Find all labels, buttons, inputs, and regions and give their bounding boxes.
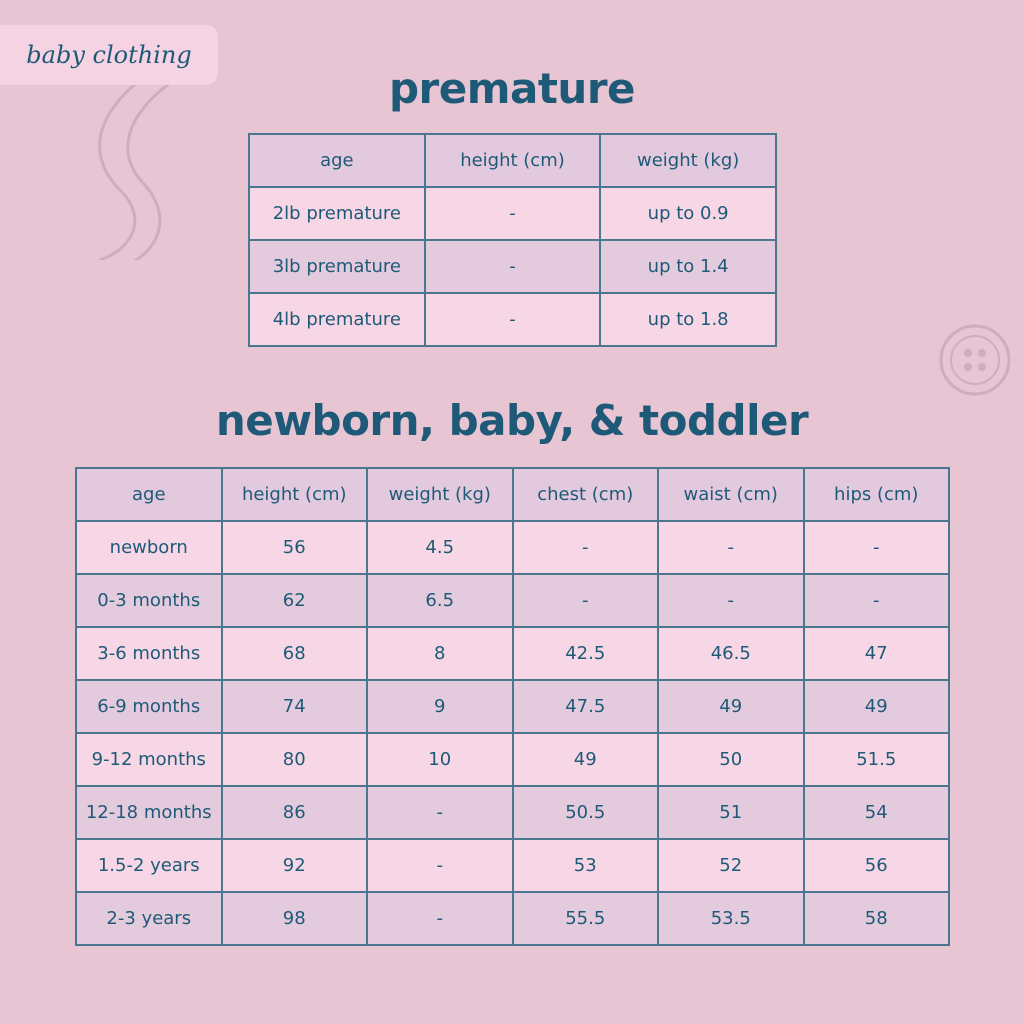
table-cell: 2-3 years [76, 892, 222, 945]
table-cell: 49 [513, 733, 659, 786]
table-row [76, 521, 949, 574]
table-row [249, 293, 776, 346]
table-cell: - [804, 574, 950, 627]
table-row [76, 627, 949, 680]
table-cell: 42.5 [513, 627, 659, 680]
table-cell: 68 [222, 627, 368, 680]
table-cell: 80 [222, 733, 368, 786]
table-cell: up to 1.8 [600, 293, 776, 346]
table-cell: 56 [804, 839, 950, 892]
table-cell: - [513, 574, 659, 627]
header-cell: height (cm) [425, 134, 601, 187]
newborn-baby-toddler-size-table [75, 467, 950, 946]
table-cell: 4lb premature [249, 293, 425, 346]
table-cell: 47 [804, 627, 950, 680]
table-row [76, 892, 949, 945]
header-cell: weight (kg) [600, 134, 776, 187]
table-cell: 62 [222, 574, 368, 627]
table-cell: 2lb premature [249, 187, 425, 240]
table-cell: 0-3 months [76, 574, 222, 627]
table-cell: - [804, 521, 950, 574]
header-cell: chest (cm) [513, 468, 659, 521]
table-cell: 46.5 [658, 627, 804, 680]
table-cell: - [367, 839, 513, 892]
table-row [76, 680, 949, 733]
table-cell: 74 [222, 680, 368, 733]
table-header-row [249, 134, 776, 187]
newborn-baby-toddler-title: newborn, baby, & toddler [215, 396, 809, 445]
table-cell: - [367, 892, 513, 945]
table-cell: 58 [804, 892, 950, 945]
table-cell: 49 [658, 680, 804, 733]
table-header-row [76, 468, 949, 521]
table-cell: 52 [658, 839, 804, 892]
table-cell: 53.5 [658, 892, 804, 945]
table-cell: - [425, 240, 601, 293]
table-row [76, 839, 949, 892]
header-cell: weight (kg) [367, 468, 513, 521]
header-cell: age [76, 468, 222, 521]
table-cell: - [425, 293, 601, 346]
table-row [249, 187, 776, 240]
table-cell: 9 [367, 680, 513, 733]
table-cell: 6-9 months [76, 680, 222, 733]
table-row [76, 786, 949, 839]
premature-size-table [248, 133, 777, 347]
table-row [76, 733, 949, 786]
category-badge: baby clothing [0, 25, 218, 85]
header-cell: age [249, 134, 425, 187]
button-icon [935, 320, 1015, 400]
table-cell: 50 [658, 733, 804, 786]
table-cell: 98 [222, 892, 368, 945]
header-cell: waist (cm) [658, 468, 804, 521]
table-cell: 55.5 [513, 892, 659, 945]
table-cell: 8 [367, 627, 513, 680]
table-cell: 12-18 months [76, 786, 222, 839]
table-cell: newborn [76, 521, 222, 574]
table-cell: 86 [222, 786, 368, 839]
table-cell: up to 0.9 [600, 187, 776, 240]
table-cell: 56 [222, 521, 368, 574]
table-row [249, 240, 776, 293]
table-cell: - [658, 574, 804, 627]
table-row [76, 574, 949, 627]
table-cell: 54 [804, 786, 950, 839]
table-cell: 10 [367, 733, 513, 786]
table-cell: 3lb premature [249, 240, 425, 293]
table-cell: 1.5-2 years [76, 839, 222, 892]
table-cell: - [513, 521, 659, 574]
table-cell: - [658, 521, 804, 574]
header-cell: height (cm) [222, 468, 368, 521]
header-cell: hips (cm) [804, 468, 950, 521]
table-cell: 92 [222, 839, 368, 892]
table-cell: 6.5 [367, 574, 513, 627]
table-cell: 47.5 [513, 680, 659, 733]
table-cell: 51 [658, 786, 804, 839]
premature-title: premature [388, 64, 636, 113]
table-cell: - [367, 786, 513, 839]
table-cell: up to 1.4 [600, 240, 776, 293]
table-cell: 9-12 months [76, 733, 222, 786]
table-cell: 51.5 [804, 733, 950, 786]
table-cell: 49 [804, 680, 950, 733]
table-cell: - [425, 187, 601, 240]
table-cell: 4.5 [367, 521, 513, 574]
table-cell: 50.5 [513, 786, 659, 839]
table-cell: 53 [513, 839, 659, 892]
table-cell: 3-6 months [76, 627, 222, 680]
